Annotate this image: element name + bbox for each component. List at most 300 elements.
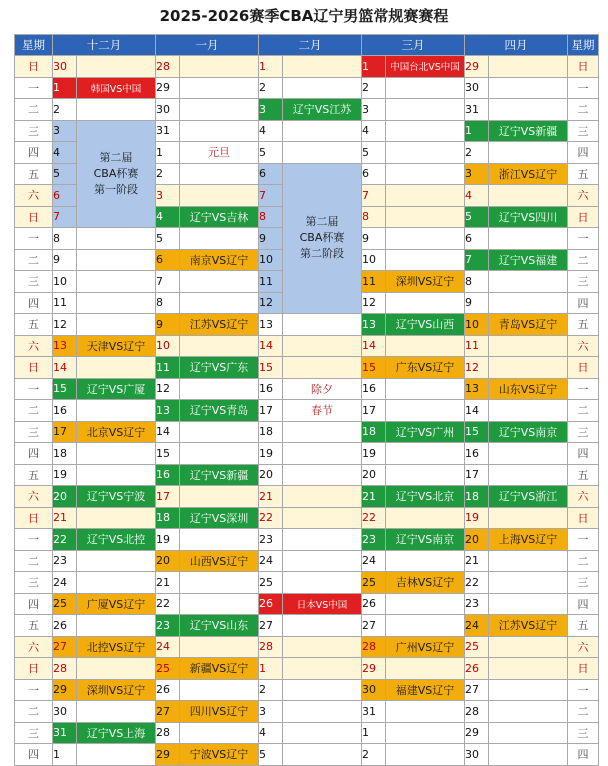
empty-cell (283, 615, 362, 637)
empty-cell (489, 228, 568, 250)
holiday-label: 春节 (283, 400, 362, 422)
day-number-january: 13 (156, 400, 180, 422)
game-cell: 天津VS辽宁 (77, 335, 156, 357)
day-number-february: 3 (259, 701, 283, 723)
day-number-december: 5 (53, 163, 77, 185)
game-cell: 辽宁VS吉林 (180, 206, 259, 228)
game-cell: 广州VS辽宁 (386, 636, 465, 658)
day-number-april: 13 (465, 378, 489, 400)
empty-cell (77, 550, 156, 572)
day-number-march: 1 (362, 56, 386, 78)
empty-cell (283, 421, 362, 443)
weekday-cell: 一 (568, 228, 599, 250)
game-cell: 辽宁VS北京 (386, 486, 465, 508)
day-number-january: 3 (156, 185, 180, 207)
empty-cell (386, 593, 465, 615)
day-number-december: 1 (53, 77, 77, 99)
day-number-february: 9 (259, 228, 283, 250)
day-number-march: 21 (362, 486, 386, 508)
empty-cell (77, 615, 156, 637)
day-number-march: 15 (362, 357, 386, 379)
day-number-april: 24 (465, 615, 489, 637)
day-number-december: 4 (53, 142, 77, 164)
day-number-february: 16 (259, 378, 283, 400)
empty-cell (77, 443, 156, 465)
day-number-march: 28 (362, 636, 386, 658)
day-number-april: 16 (465, 443, 489, 465)
weekday-cell: 四 (15, 142, 53, 164)
weekday-cell: 二 (15, 550, 53, 572)
game-cell: 宁波VS辽宁 (180, 744, 259, 766)
day-number-april: 6 (465, 228, 489, 250)
day-number-january: 29 (156, 744, 180, 766)
weekday-cell: 三 (568, 421, 599, 443)
cba-cup-label: 第二届 (305, 215, 339, 229)
table-row (15, 572, 599, 594)
day-number-april: 31 (465, 99, 489, 121)
empty-cell (489, 658, 568, 680)
weekday-cell: 五 (15, 464, 53, 486)
day-number-january: 4 (156, 206, 180, 228)
empty-cell (386, 292, 465, 314)
day-number-january: 28 (156, 56, 180, 78)
game-cell: 江苏VS辽宁 (489, 615, 568, 637)
cba-cup-label: CBA杯赛 (299, 231, 345, 245)
day-number-april: 15 (465, 421, 489, 443)
table-row (15, 486, 599, 508)
weekday-cell: 二 (15, 99, 53, 121)
day-number-march: 23 (362, 529, 386, 551)
table-row (15, 615, 599, 637)
table-row (15, 56, 599, 78)
game-cell: 江苏VS辽宁 (180, 314, 259, 336)
day-number-december: 13 (53, 335, 77, 357)
day-number-march: 12 (362, 292, 386, 314)
day-number-december: 18 (53, 443, 77, 465)
game-cell: 北京VS辽宁 (77, 421, 156, 443)
empty-cell (386, 443, 465, 465)
day-number-february: 12 (259, 292, 283, 314)
holiday-label: 元旦 (180, 142, 259, 164)
weekday-cell: 二 (568, 249, 599, 271)
weekday-cell: 日 (568, 507, 599, 529)
game-cell: 辽宁VS四川 (489, 206, 568, 228)
weekday-cell: 一 (568, 529, 599, 551)
day-number-march: 27 (362, 615, 386, 637)
day-number-december: 7 (53, 206, 77, 228)
empty-cell (386, 228, 465, 250)
day-number-january: 17 (156, 486, 180, 508)
empty-cell (77, 658, 156, 680)
empty-cell (180, 228, 259, 250)
empty-cell (283, 636, 362, 658)
empty-cell (489, 443, 568, 465)
game-cell: 辽宁VS山西 (386, 314, 465, 336)
day-number-january: 11 (156, 357, 180, 379)
empty-cell (180, 77, 259, 99)
empty-cell (489, 679, 568, 701)
day-number-april: 5 (465, 206, 489, 228)
empty-cell (283, 658, 362, 680)
empty-cell (283, 679, 362, 701)
day-number-december: 1 (53, 744, 77, 766)
empty-cell (489, 142, 568, 164)
day-number-march: 26 (362, 593, 386, 615)
day-number-march: 17 (362, 400, 386, 422)
day-number-january: 21 (156, 572, 180, 594)
empty-cell (386, 615, 465, 637)
weekday-cell: 二 (568, 550, 599, 572)
empty-cell (489, 507, 568, 529)
day-number-january: 1 (156, 142, 180, 164)
day-number-december: 28 (53, 658, 77, 680)
day-number-april: 28 (465, 701, 489, 723)
day-number-february: 1 (259, 56, 283, 78)
empty-cell (180, 421, 259, 443)
game-cell: 广东VS辽宁 (386, 357, 465, 379)
empty-cell (489, 357, 568, 379)
empty-cell (489, 77, 568, 99)
empty-cell (489, 400, 568, 422)
table-row (15, 636, 599, 658)
day-number-february: 7 (259, 185, 283, 207)
weekday-cell: 日 (15, 357, 53, 379)
day-number-january: 20 (156, 550, 180, 572)
weekday-cell: 五 (568, 615, 599, 637)
game-cell: 韩国VS中国 (77, 77, 156, 99)
day-number-december: 27 (53, 636, 77, 658)
weekday-cell: 六 (568, 185, 599, 207)
empty-cell (283, 56, 362, 78)
game-cell: 浙江VS辽宁 (489, 163, 568, 185)
empty-cell (386, 163, 465, 185)
weekday-cell: 一 (15, 529, 53, 551)
table-row (15, 314, 599, 336)
day-number-december: 12 (53, 314, 77, 336)
day-number-april: 25 (465, 636, 489, 658)
game-cell: 北控VS辽宁 (77, 636, 156, 658)
game-cell: 上海VS辽宁 (489, 529, 568, 551)
empty-cell (489, 572, 568, 594)
empty-cell (386, 550, 465, 572)
cba-cup-block (283, 163, 362, 314)
weekday-cell: 六 (568, 486, 599, 508)
weekday-cell: 三 (15, 271, 53, 293)
empty-cell (283, 550, 362, 572)
day-number-december: 19 (53, 464, 77, 486)
empty-cell (180, 443, 259, 465)
day-number-march: 22 (362, 507, 386, 529)
day-number-january: 12 (156, 378, 180, 400)
weekday-cell: 一 (568, 679, 599, 701)
table-row (15, 593, 599, 615)
weekday-cell: 一 (568, 77, 599, 99)
game-cell: 广厦VS辽宁 (77, 593, 156, 615)
day-number-april: 19 (465, 507, 489, 529)
weekday-cell: 四 (15, 593, 53, 615)
day-number-february: 21 (259, 486, 283, 508)
day-number-december: 15 (53, 378, 77, 400)
weekday-cell: 三 (15, 722, 53, 744)
day-number-february: 15 (259, 357, 283, 379)
game-cell: 辽宁VS江苏 (283, 99, 362, 121)
empty-cell (386, 722, 465, 744)
day-number-january: 6 (156, 249, 180, 271)
weekday-cell: 四 (15, 443, 53, 465)
empty-cell (386, 701, 465, 723)
game-cell: 吉林VS辽宁 (386, 572, 465, 594)
empty-cell (180, 486, 259, 508)
empty-cell (77, 314, 156, 336)
weekday-cell: 三 (15, 421, 53, 443)
schedule-body (15, 56, 599, 766)
day-number-february: 2 (259, 77, 283, 99)
weekday-header-left: 星期 (15, 35, 53, 56)
weekday-cell: 六 (568, 636, 599, 658)
empty-cell (283, 507, 362, 529)
day-number-february: 27 (259, 615, 283, 637)
day-number-february: 25 (259, 572, 283, 594)
weekday-cell: 日 (568, 658, 599, 680)
day-number-march: 19 (362, 443, 386, 465)
table-row (15, 722, 599, 744)
empty-cell (489, 292, 568, 314)
empty-cell (386, 120, 465, 142)
weekday-cell: 四 (568, 443, 599, 465)
day-number-march: 9 (362, 228, 386, 250)
table-row (15, 99, 599, 121)
empty-cell (283, 529, 362, 551)
empty-cell (77, 572, 156, 594)
day-number-february: 10 (259, 249, 283, 271)
weekday-cell: 三 (568, 722, 599, 744)
day-number-december: 29 (53, 679, 77, 701)
month-header-february: 二月 (259, 35, 362, 56)
weekday-cell: 四 (568, 142, 599, 164)
day-number-march: 10 (362, 249, 386, 271)
day-number-april: 30 (465, 744, 489, 766)
day-number-april: 26 (465, 658, 489, 680)
empty-cell (180, 529, 259, 551)
empty-cell (180, 185, 259, 207)
day-number-december: 31 (53, 722, 77, 744)
empty-cell (386, 507, 465, 529)
day-number-january: 26 (156, 679, 180, 701)
day-number-march: 14 (362, 335, 386, 357)
day-number-april: 2 (465, 142, 489, 164)
game-cell: 辽宁VS广厦 (77, 378, 156, 400)
table-row (15, 744, 599, 766)
table-row (15, 443, 599, 465)
day-number-march: 11 (362, 271, 386, 293)
table-row (15, 550, 599, 572)
table-row (15, 378, 599, 400)
empty-cell (489, 185, 568, 207)
day-number-february: 5 (259, 744, 283, 766)
day-number-march: 20 (362, 464, 386, 486)
day-number-december: 9 (53, 249, 77, 271)
day-number-april: 30 (465, 77, 489, 99)
day-number-april: 8 (465, 271, 489, 293)
empty-cell (386, 142, 465, 164)
empty-cell (180, 99, 259, 121)
weekday-cell: 一 (15, 378, 53, 400)
day-number-january: 25 (156, 658, 180, 680)
day-number-february: 13 (259, 314, 283, 336)
month-header-march: 三月 (362, 35, 465, 56)
day-number-february: 26 (259, 593, 283, 615)
empty-cell (489, 56, 568, 78)
empty-cell (180, 163, 259, 185)
day-number-january: 15 (156, 443, 180, 465)
weekday-header-right: 星期 (568, 35, 599, 56)
weekday-cell: 三 (568, 572, 599, 594)
day-number-march: 7 (362, 185, 386, 207)
game-cell: 辽宁VS南京 (386, 529, 465, 551)
empty-cell (489, 593, 568, 615)
game-cell: 四川VS辽宁 (180, 701, 259, 723)
weekday-cell: 二 (568, 400, 599, 422)
game-cell: 辽宁VS南京 (489, 421, 568, 443)
empty-cell (180, 378, 259, 400)
empty-cell (489, 99, 568, 121)
day-number-april: 21 (465, 550, 489, 572)
day-number-january: 29 (156, 77, 180, 99)
weekday-cell: 三 (15, 120, 53, 142)
day-number-april: 20 (465, 529, 489, 551)
day-number-february: 28 (259, 636, 283, 658)
empty-cell (386, 378, 465, 400)
empty-cell (180, 335, 259, 357)
day-number-february: 6 (259, 163, 283, 185)
empty-cell (283, 722, 362, 744)
day-number-april: 27 (465, 679, 489, 701)
day-number-january: 27 (156, 701, 180, 723)
empty-cell (77, 228, 156, 250)
day-number-december: 25 (53, 593, 77, 615)
weekday-cell: 五 (15, 615, 53, 637)
empty-cell (489, 550, 568, 572)
day-number-february: 4 (259, 722, 283, 744)
day-number-february: 14 (259, 335, 283, 357)
day-number-april: 12 (465, 357, 489, 379)
empty-cell (489, 744, 568, 766)
day-number-february: 17 (259, 400, 283, 422)
day-number-january: 22 (156, 593, 180, 615)
day-number-march: 24 (362, 550, 386, 572)
empty-cell (489, 701, 568, 723)
day-number-january: 5 (156, 228, 180, 250)
day-number-march: 3 (362, 99, 386, 121)
empty-cell (180, 636, 259, 658)
day-number-march: 16 (362, 378, 386, 400)
table-row (15, 529, 599, 551)
weekday-cell: 一 (15, 679, 53, 701)
month-header-april: 四月 (465, 35, 568, 56)
weekday-cell: 五 (568, 314, 599, 336)
empty-cell (283, 357, 362, 379)
day-number-december: 22 (53, 529, 77, 551)
empty-cell (77, 271, 156, 293)
empty-cell (386, 335, 465, 357)
weekday-cell: 六 (15, 335, 53, 357)
game-cell: 南京VS辽宁 (180, 249, 259, 271)
empty-cell (180, 679, 259, 701)
weekday-cell: 四 (15, 744, 53, 766)
day-number-january: 24 (156, 636, 180, 658)
empty-cell (77, 249, 156, 271)
empty-cell (386, 185, 465, 207)
game-cell: 辽宁VS深圳 (180, 507, 259, 529)
weekday-cell: 二 (15, 701, 53, 723)
day-number-april: 4 (465, 185, 489, 207)
weekday-cell: 日 (15, 507, 53, 529)
day-number-january: 2 (156, 163, 180, 185)
table-row (15, 421, 599, 443)
day-number-march: 29 (362, 658, 386, 680)
cba-cup-label: CBA杯赛 (93, 166, 139, 180)
empty-cell (77, 56, 156, 78)
empty-cell (283, 335, 362, 357)
schedule-table (14, 34, 599, 766)
weekday-cell: 一 (568, 378, 599, 400)
day-number-january: 18 (156, 507, 180, 529)
day-number-april: 1 (465, 120, 489, 142)
empty-cell (180, 120, 259, 142)
day-number-april: 10 (465, 314, 489, 336)
day-number-december: 23 (53, 550, 77, 572)
day-number-december: 11 (53, 292, 77, 314)
day-number-february: 2 (259, 679, 283, 701)
weekday-cell: 一 (15, 228, 53, 250)
holiday-label: 除夕 (283, 378, 362, 400)
day-number-december: 6 (53, 185, 77, 207)
day-number-march: 30 (362, 679, 386, 701)
cba-cup-label: 第一阶段 (94, 182, 138, 196)
game-cell: 辽宁VS宁波 (77, 486, 156, 508)
table-row (15, 658, 599, 680)
weekday-cell: 二 (15, 400, 53, 422)
day-number-january: 16 (156, 464, 180, 486)
day-number-march: 5 (362, 142, 386, 164)
weekday-cell: 一 (15, 77, 53, 99)
game-cell: 深圳VS辽宁 (386, 271, 465, 293)
page-title: 2025-2026赛季CBA辽宁男篮常规赛赛程 (159, 7, 449, 25)
game-cell: 辽宁VS新疆 (489, 120, 568, 142)
weekday-cell: 日 (568, 56, 599, 78)
day-number-december: 24 (53, 572, 77, 594)
weekday-cell: 二 (15, 249, 53, 271)
empty-cell (77, 357, 156, 379)
weekday-cell: 五 (568, 163, 599, 185)
empty-cell (283, 443, 362, 465)
cba-cup-label: 第二阶段 (300, 247, 344, 261)
day-number-april: 3 (465, 163, 489, 185)
empty-cell (386, 658, 465, 680)
weekday-cell: 日 (15, 206, 53, 228)
day-number-april: 9 (465, 292, 489, 314)
month-header-january: 一月 (156, 35, 259, 56)
day-number-january: 14 (156, 421, 180, 443)
weekday-cell: 六 (15, 636, 53, 658)
day-number-december: 8 (53, 228, 77, 250)
empty-cell (77, 464, 156, 486)
day-number-december: 30 (53, 56, 77, 78)
empty-cell (283, 120, 362, 142)
day-number-january: 7 (156, 271, 180, 293)
weekday-cell: 四 (568, 744, 599, 766)
empty-cell (386, 99, 465, 121)
